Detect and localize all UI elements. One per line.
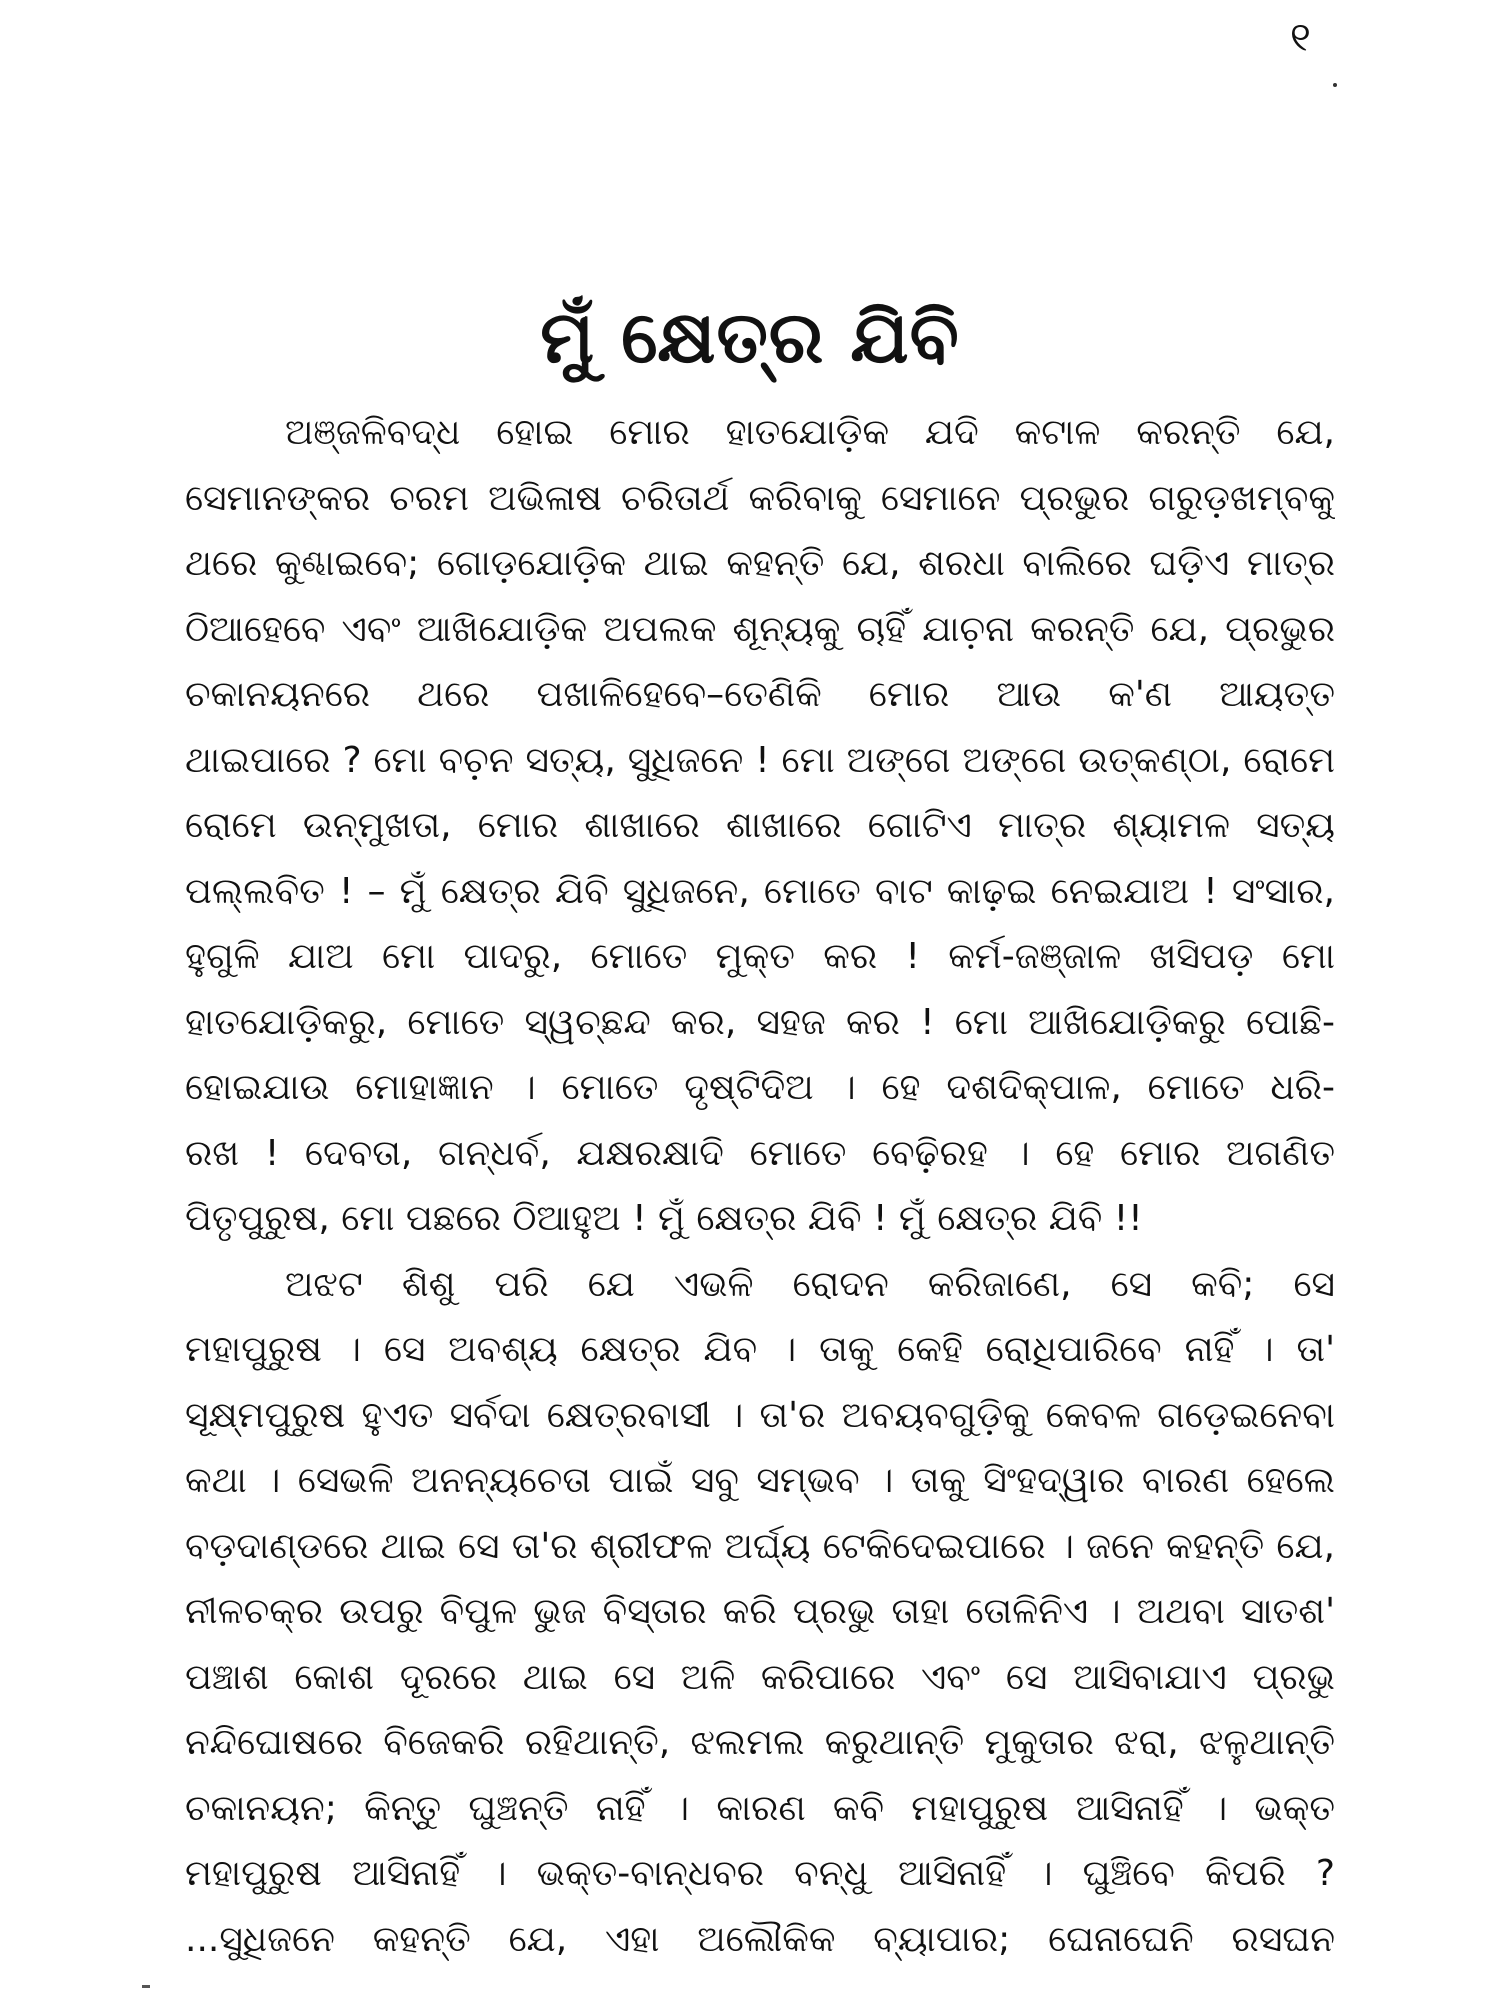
text-line: ମହାପୁରୁଷ । ସେ ଅବଶ୍ୟ କ୍ଷେତ୍ର ଯିବ । ତାକୁ କେହି ରୋଧିପାରିବେ ନାହିଁ । ତା' [185,1329,1335,1370]
text-line: ହାତଯୋଡ଼ିକରୁ, ମୋତେ ସ୍ୱଚ୍ଛନ୍ଦ କର, ସହଜ କର ! ମୋ ଆଖିଯୋଡ଼ିକରୁ ପୋଛି- [185,1001,1335,1043]
text-line: ସୂକ୍ଷ୍ମପୁରୁଷ ହୁଏତ ସର୍ବଦା କ୍ଷେତ୍ରବାସୀ । ତା'ର ଅବୟବଗୁଡ଼ିକୁ କେବଳ ଗଡ଼େଇନେବା [185,1394,1335,1436]
text-line: ବଡ଼ଦାଣ୍ଡରେ ଥାଇ ସେ ତା'ର ଶ୍ରୀଫଳ ଅର୍ଘ୍ୟ ଟେକିଦେଇପାରେ । ଜନେ କହନ୍ତି ଯେ, [185,1525,1335,1567]
page-number: ୧ [1290,15,1311,61]
chapter-title: ମୁଁ କ୍ଷେତ୍ର ଯିବି [540,295,960,380]
stray-mark [142,1985,150,1988]
text-line: ସେମାନଙ୍କର ଚରମ ଅଭିଳାଷ ଚରିତାର୍ଥ କରିବାକୁ ସେମାନେ ପ୍ରଭୁର ଗରୁଡ଼ଖମ୍ବକୁ [185,477,1335,519]
paragraph-1 [185,400,1335,1252]
text-line: ...ସୁଧିଜନେ କହନ୍ତି ଯେ, ଏହା ଅଲୌକିକ ବ୍ୟାପାର; ଘେନାଘେନି ରସଘନ [185,1918,1335,1960]
text-line: ପିତୃପୁରୁଷ, ମୋ ପଛରେ ଠିଆହୁଅ ! ମୁଁ କ୍ଷେତ୍ର ଯିବି ! ମୁଁ କ୍ଷେତ୍ର ଯିବି !! [185,1198,1143,1239]
text-line: ହୁଗୁଳି ଯାଅ ମୋ ପାଦରୁ, ମୋତେ ମୁକ୍ତ କର ! କର୍ମ-ଜଞ୍ଜାଳ ଖସିପଡ଼ ମୋ [185,936,1335,977]
text-line: ରଖ ! ଦେବତା, ଗନ୍ଧର୍ବ, ଯକ୍ଷରକ୍ଷାଦି ମୋତେ ବେଢ଼ିରହ । ହେ ମୋର ଅଗଣିତ [185,1132,1335,1174]
text-line: ଚକାନୟନ; କିନ୍ତୁ ଘୁଞ୍ଚନ୍ତି ନାହିଁ । କାରଣ କବି ମହାପୁରୁଷ ଆସିନାହିଁ । ଭକ୍ତ [185,1787,1335,1829]
text-line: କଥା । ସେଭଳି ଅନନ୍ୟଚେତା ପାଇଁ ସବୁ ସମ୍ଭବ । ତାକୁ ସିଂହଦ୍ୱାର ବାରଣ ହେଲେ [185,1460,1335,1501]
text-line: ଠିଆହେବେ ଏବଂ ଆଖିଯୋଡ଼ିକ ଅପଲକ ଶୂନ୍ୟକୁ ଚାହିଁ ଯାଚ଼ନା କରନ୍ତି ଯେ, ପ୍ରଭୁର [185,608,1335,650]
paragraph-2 [185,1252,1335,1973]
text-line: ନୀଳଚକ୍ର ଉପରୁ ବିପୁଳ ଭୁଜ ବିସ୍ତାର କରି ପ୍ରଭୁ ତାହା ତୋଳିନିଏ । ଅଥବା ସାତଶ' [185,1591,1335,1632]
text-line: ନନ୍ଦିଘୋଷରେ ବିଜେକରି ରହିଥାନ୍ତି, ଝଲମଲ କରୁଥାନ୍ତି ମୁକୁତାର ଝରା, ଝଳୁଥାନ୍ତି [185,1722,1335,1763]
body-text [185,400,1335,1972]
text-line: ମହାପୁରୁଷ ଆସିନାହିଁ । ଭକ୍ତ-ବାନ୍ଧବର ବନ୍ଧୁ ଆସିନାହିଁ । ଘୁଞ୍ଚିବେ କିପରି ? [185,1853,1335,1894]
text-line: ହୋଇଯାଉ ମୋହାଜ୍ଞାନ । ମୋତେ ଦୃଷ୍ଟିଦିଅ । ହେ ଦଶଦିକ୍‌ପାଳ, ମୋତେ ଧରି- [185,1067,1335,1108]
text-line: ଅଞ୍ଜଳିବଦ୍ଧ ହୋଇ ମୋର ହାତଯୋଡ଼ିକ ଯଦି କଟାଳ କରନ୍ତି ଯେ, [285,412,1335,453]
text-line: ଥାଇପାରେ ? ମୋ ବଚ଼ନ ସତ୍ୟ, ସୁଧିଜନେ ! ମୋ ଅଙ୍ଗେ ଅଙ୍ଗେ ଉତ୍କଣ୍ଠା, ରୋମେ [185,739,1335,781]
text-line: ଅଝଟ ଶିଶୁ ପରି ଯେ ଏଭଳି ରୋଦନ କରିଜାଣେ, ସେ କବି; ସେ [285,1263,1335,1305]
text-line: ପଲ୍ଲବିତ ! – ମୁଁ କ୍ଷେତ୍ର ଯିବି ସୁଧିଜନେ, ମୋତେ ବାଟ କାଢ଼ଇ ନେଇଯାଅ ! ସଂସାର, [185,870,1335,912]
text-line: ରୋମେ ଉନ୍ମୁଖତା, ମୋର ଶାଖାରେ ଶାଖାରେ ଗୋଟିଏ ମାତ୍ର ଶ୍ୟାମଳ ସତ୍ୟ [185,805,1335,846]
text-line: ଥରେ କୁଣ୍ଢାଇବେ; ଗୋଡ଼ଯୋଡ଼ିକ ଥାଇ କହନ୍ତି ଯେ, ଶରଧା ବାଲିରେ ଘଡ଼ିଏ ମାତ୍ର [185,543,1335,584]
stray-mark [1333,83,1337,87]
text-line: ଚକାନୟନରେ ଥରେ ପଖାଳିହେବେ–ତେଣିକି ମୋର ଆଉ କ'ଣ ଆୟତ୍ତ [185,674,1335,715]
text-line: ପଞ୍ଚାଶ କୋଶ ଦୂରରେ ଥାଇ ସେ ଅଳି କରିପାରେ ଏବଂ ସେ ଆସିବାଯାଏ ପ୍ରଭୁ [185,1656,1335,1698]
